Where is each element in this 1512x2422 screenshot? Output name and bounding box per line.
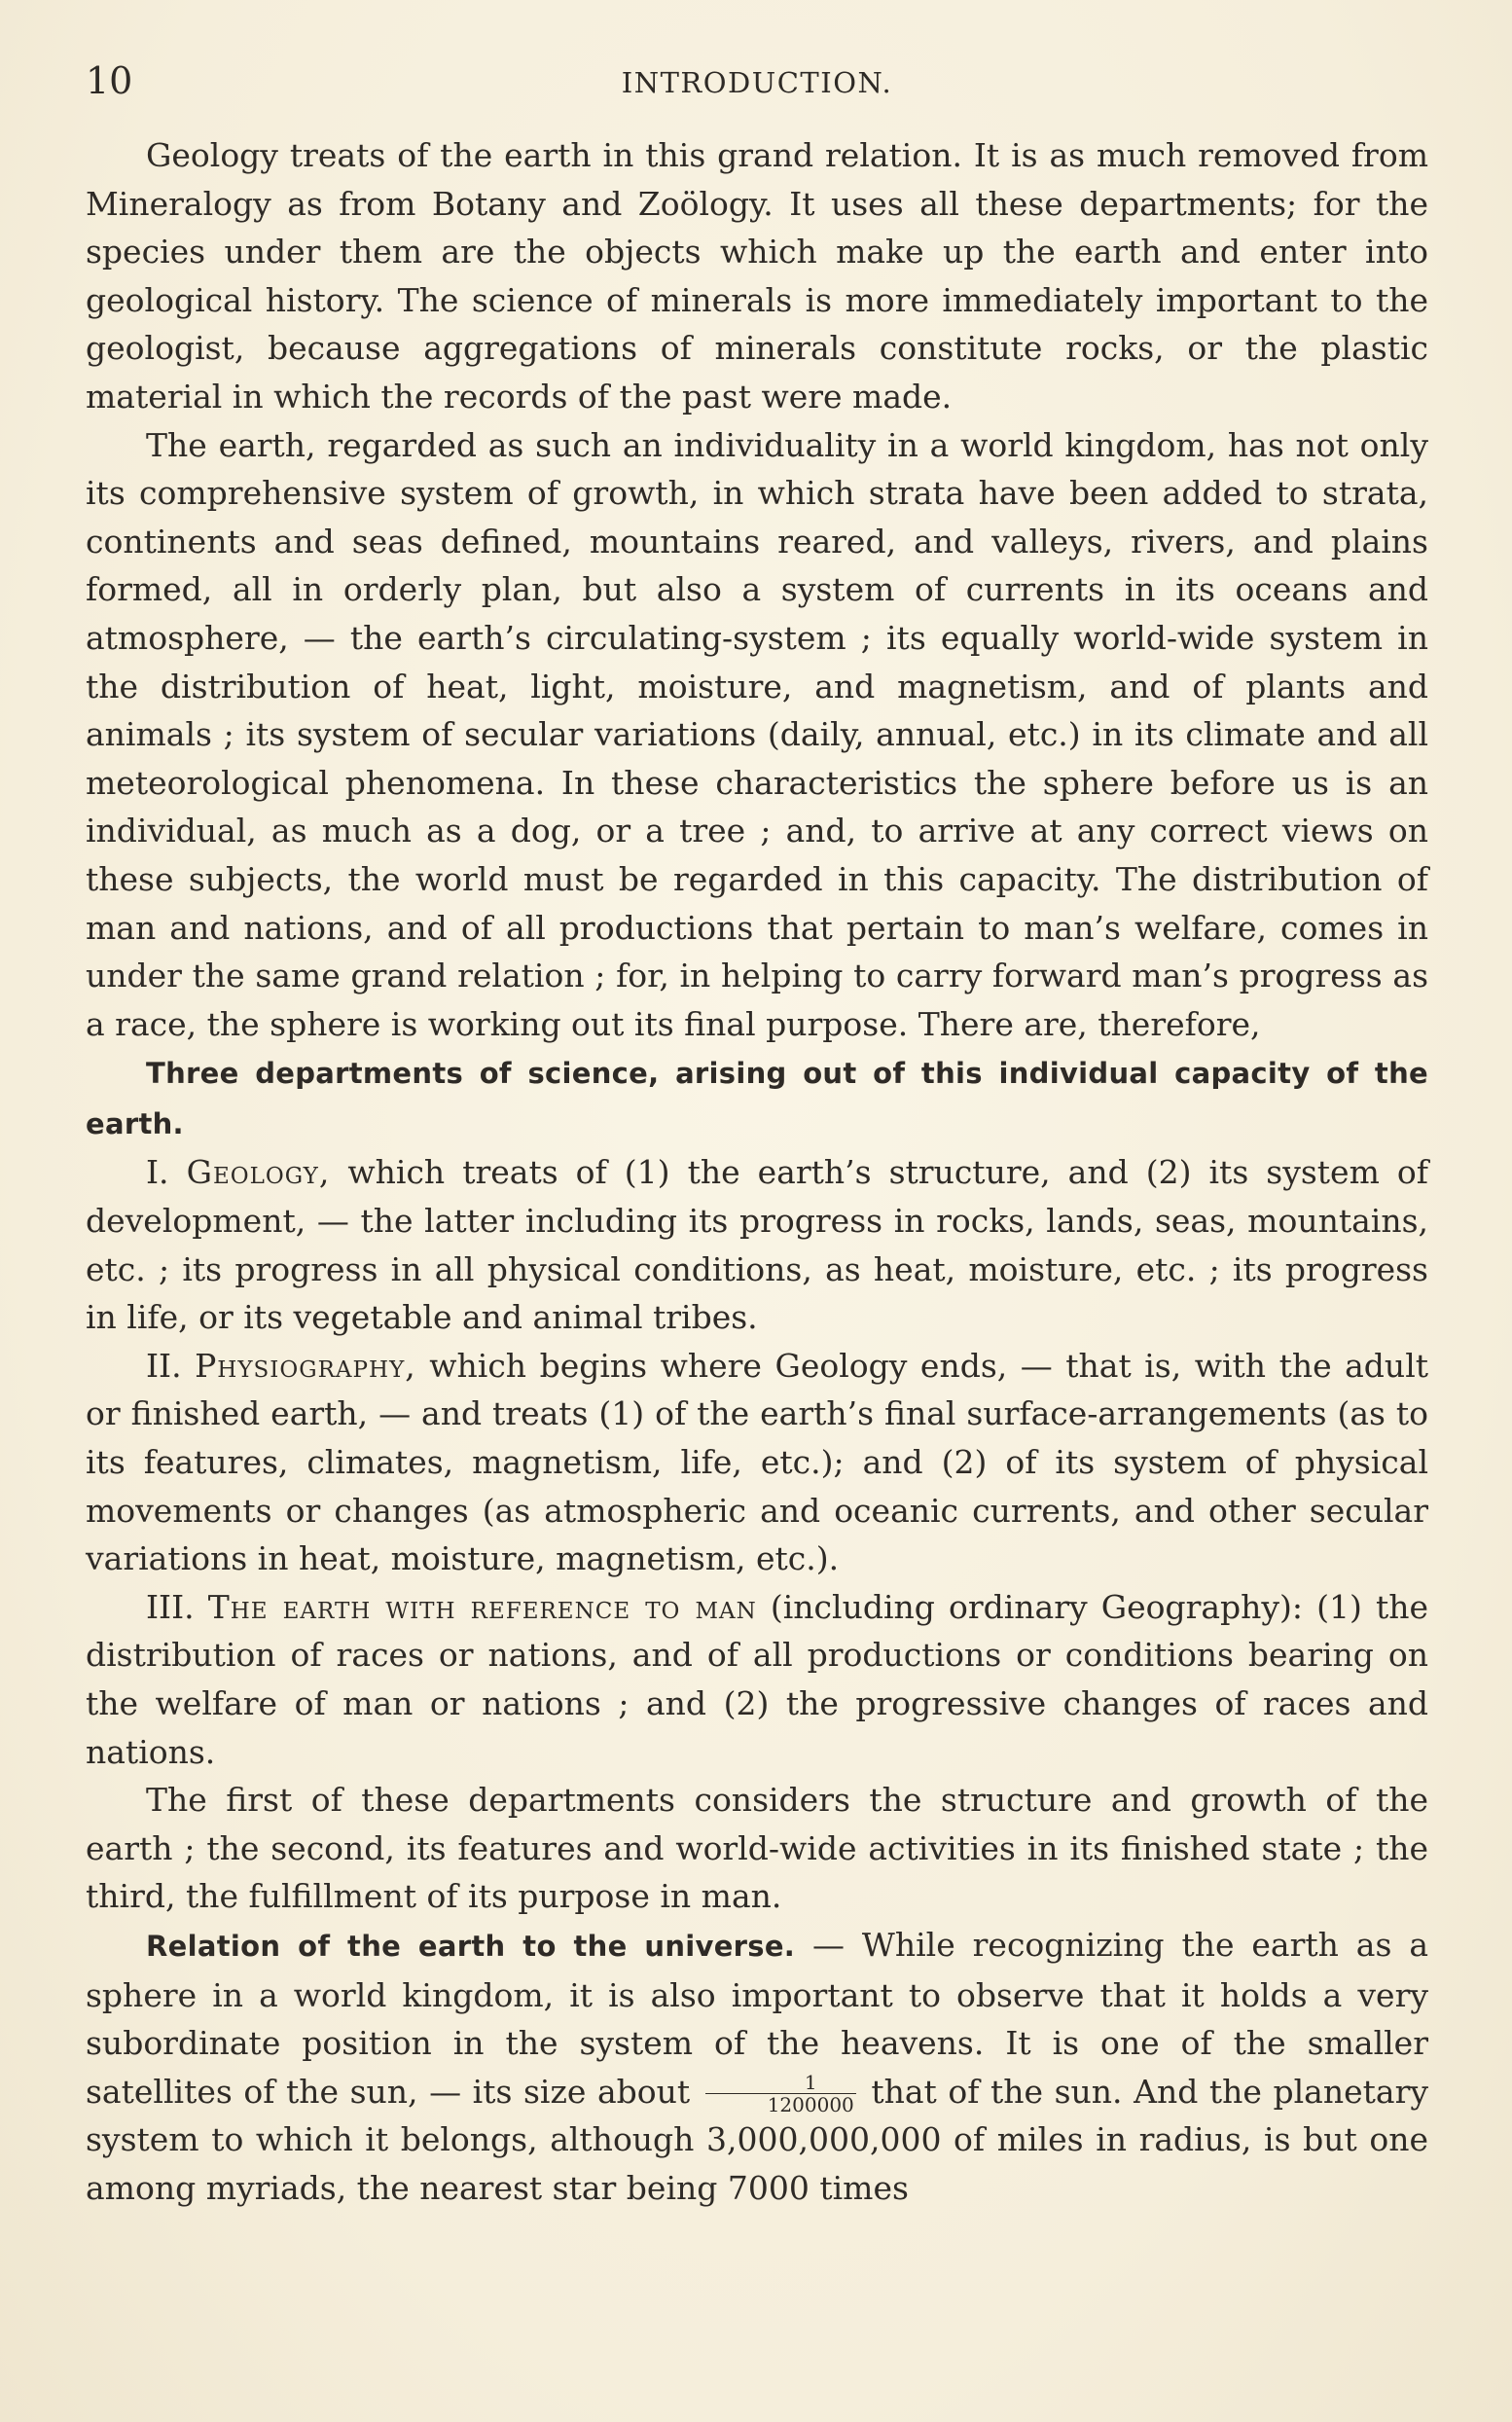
department-term: Physiography, bbox=[195, 1346, 416, 1385]
paragraph-department-physiography bbox=[86, 1342, 1428, 1583]
fraction-numerator: 1 bbox=[705, 2073, 856, 2094]
paragraph-department-man bbox=[86, 1583, 1428, 1776]
fraction-denominator: 1200000 bbox=[767, 2093, 854, 2117]
earth-universe-text-b: that of the sun. And the planetary system to which it belongs, although 3,000,000,000 of miles in radius, is but one among myriads, the nearest star being 7000 times bbox=[86, 2072, 1428, 2207]
paragraph-earth-universe bbox=[86, 1921, 1428, 2213]
size-fraction bbox=[705, 2073, 856, 2115]
department-numeral: II. bbox=[146, 1346, 182, 1385]
department-term: The earth with reference to man bbox=[207, 1587, 757, 1626]
paragraph-earth-individuality: The earth, regarded as such an individuality in a world kingdom, has not only its comprehensive system of growth, in which strata have been added to strata, continents and seas defined, mountains reared, and valleys, rivers, and plains formed, all in orderly plan, but also a system of currents in its oceans and atmosphere, — the earth’s circulating-system ; its equally world-wide system in the distribution of heat, light, moisture, and magnetism, and of plants and animals ; its system of secular variations (daily, annual, etc.) in its climate and all meteorological phenomena. In these characteristics the sphere before us is an individual, as much as a dog, or a tree ; and, to arrive at any correct views on these subjects, the world must be regarded in this capacity. The distribution of man and nations, and of all productions that pertain to man’s welfare, comes in under the same grand relation ; for, in helping to carry forward man’s progress as a race, the sphere is working out its final purpose. There are, therefore, bbox=[86, 425, 1428, 1043]
department-description: (including ordinary Geography): (1) the distribution of races or nations, and of all productions or conditions bearing on the welfare of man or nations ; and (2) the progressive changes of races and nations. bbox=[86, 1587, 1428, 1771]
page-number: 10 bbox=[86, 59, 133, 102]
department-description: which treats of (1) the earth’s structure, and (2) its system of development, — the latter including its progress in rocks, lands, seas, mountains, etc. ; its progress in all physical conditions, as heat, moisture, etc. ; its progress in life, or its vegetable and animal tribes. bbox=[86, 1153, 1428, 1337]
paragraph-three-departments bbox=[86, 1048, 1428, 1148]
department-numeral: I. bbox=[146, 1153, 169, 1192]
body-text bbox=[86, 131, 1428, 2213]
paragraph-department-geology bbox=[86, 1148, 1428, 1341]
paragraph-geology-relation: Geology treats of the earth in this grand relation. It is as much removed from Mineralogy as from Botany and Zoölogy. It uses all these departments; for the species under them are the objects which make up the earth and enter into geological history. The science of minerals is more immediately important to the geologist, because aggregations of minerals constitute rocks, or the plastic material in which the records of the past were made. bbox=[86, 136, 1428, 416]
page-header bbox=[86, 51, 1428, 109]
department-description: which begins where Geology ends, — that is, with the adult or finished earth, — and treats (1) of the earth’s final surface-arrangements (as to its features, climates, magnetism, life, etc.); and (2) of its system of physical movements or changes (as atmospheric and oceanic currents, and other secular variations in heat, moisture, magnetism, etc.). bbox=[86, 1346, 1429, 1578]
running-head: INTRODUCTION. bbox=[621, 66, 893, 99]
three-departments-heading: Three departments of science, arising out of this individual capacity of the earth. bbox=[86, 1057, 1428, 1140]
paragraph-departments-summary: The first of these departments considers the structure and growth of the earth ; the second, its features and world-wide activities in its finished state ; the third, the fulfillment of its purpose in man. bbox=[86, 1781, 1428, 1916]
department-term: Geology, bbox=[186, 1153, 331, 1192]
department-numeral: III. bbox=[146, 1587, 195, 1626]
earth-universe-heading: Relation of the earth to the universe. bbox=[146, 1929, 796, 1963]
earth-universe-text-a: — While recognizing the earth as a sphere in a world kingdom, it is also important to observe that it holds a very subordinate position in the system of the heavens. It is one of the smaller satellites of the sun, — its size about bbox=[86, 1925, 1428, 2111]
